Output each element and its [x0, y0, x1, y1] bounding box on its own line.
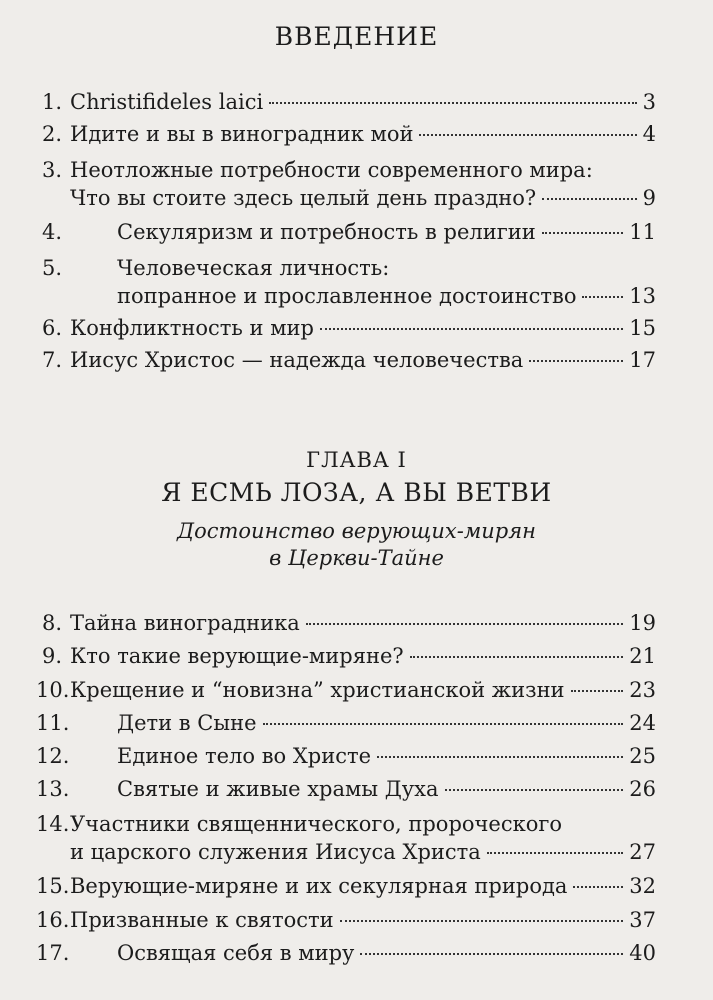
entry-number: 5. — [41, 256, 62, 280]
entry-number: 9. — [41, 644, 62, 668]
dot-leader — [582, 296, 623, 298]
entry-page-number: 13 — [629, 284, 656, 308]
dot-leader — [571, 690, 624, 692]
entry-page-number: 27 — [629, 840, 656, 864]
entry-title: Освящая себя в миру — [117, 941, 355, 965]
entry-number: 6. — [41, 316, 62, 340]
entry-line — [70, 676, 656, 704]
entry-line — [70, 906, 656, 934]
dot-leader — [573, 886, 623, 888]
entry-line — [70, 642, 656, 670]
entry-number: 17. — [36, 941, 70, 965]
entry-title: Что вы стоите здесь целый день праздно? — [70, 186, 537, 210]
entry-number: 3. — [41, 158, 62, 182]
entry-number: 8. — [41, 611, 62, 635]
entry-title: Кто такие верующие-миряне? — [70, 644, 404, 668]
entry-title: Иисус Христос — надежда человечества — [70, 348, 524, 372]
entry-line — [70, 346, 656, 374]
entry-number: 14. — [36, 812, 70, 836]
entry-page-number: 32 — [629, 874, 656, 898]
entry-number: 12. — [36, 744, 70, 768]
entry-page-number: 23 — [629, 678, 656, 702]
entry-number: 2. — [41, 122, 62, 146]
dot-leader — [419, 134, 636, 136]
entry-title: Конфликтность и мир — [70, 316, 314, 340]
dot-leader — [542, 198, 636, 200]
entry-line — [70, 184, 656, 212]
entry-title: Единое тело во Христе — [117, 744, 372, 768]
chapter-subtitle-line2: в Церкви-Тайне — [269, 546, 444, 570]
entry-line — [70, 314, 656, 342]
entry-line — [117, 939, 656, 967]
entry-title-line1: Человеческая личность: — [117, 256, 390, 280]
entry-title: Дети в Сыне — [117, 711, 257, 735]
chapter-subtitle-line1: Достоинство верующих-мирян — [177, 519, 536, 543]
dot-leader — [529, 360, 623, 362]
entry-title: Крещение и “новизна” христианской жизни — [70, 678, 565, 702]
dot-leader — [542, 232, 624, 234]
entry-number: 4. — [41, 220, 62, 244]
entry-page-number: 24 — [629, 711, 656, 735]
entry-page-number: 15 — [629, 316, 656, 340]
section-title: ВВЕДЕНИЕ — [274, 22, 439, 51]
entry-title-line1: Неотложные потребности современного мира: — [70, 158, 593, 182]
entry-page-number: 40 — [629, 941, 656, 965]
entry-page-number: 26 — [629, 777, 656, 801]
entry-title: попранное и прославленное достоинство — [117, 284, 577, 308]
entry-line — [70, 120, 656, 148]
entry-title: Святые и живые храмы Духа — [117, 777, 439, 801]
entry-title: Секуляризм и потребность в религии — [117, 220, 536, 244]
entry-title: Верующие-миряне и их секулярная природа — [70, 874, 568, 898]
chapter-subtitle — [0, 518, 713, 572]
entry-title: Идите и вы в виноградник мой — [70, 122, 414, 146]
entry-page-number: 25 — [629, 744, 656, 768]
entry-number: 16. — [36, 908, 70, 932]
dot-leader — [306, 623, 624, 625]
dot-leader — [320, 328, 623, 330]
entry-number: 1. — [41, 90, 62, 114]
entry-line — [117, 775, 656, 803]
entry-number: 11. — [36, 711, 70, 735]
entry-line — [70, 609, 656, 637]
entry-line — [70, 838, 656, 866]
entry-line — [117, 282, 656, 310]
entry-title: Christifideles laici — [70, 90, 264, 114]
entry-title: Тайна виноградника — [70, 611, 300, 635]
entry-page-number: 4 — [642, 122, 656, 146]
entry-line — [70, 88, 656, 116]
entry-title: Призванные к святости — [70, 908, 334, 932]
dot-leader — [340, 920, 624, 922]
entry-line — [70, 872, 656, 900]
entry-number: 15. — [36, 874, 70, 898]
dot-leader — [445, 789, 624, 791]
dot-leader — [377, 756, 623, 758]
entry-page-number: 21 — [629, 644, 656, 668]
entry-line — [117, 709, 656, 737]
dot-leader — [487, 852, 623, 854]
chapter-title: Я ЕСМЬ ЛОЗА, А ВЫ ВЕТВИ — [161, 478, 552, 507]
entry-page-number: 3 — [642, 90, 656, 114]
chapter-label: ГЛАВА I — [306, 448, 407, 472]
entry-number: 13. — [36, 777, 70, 801]
dot-leader — [360, 953, 623, 955]
entry-page-number: 37 — [629, 908, 656, 932]
entry-number: 7. — [41, 348, 62, 372]
entry-line — [117, 742, 656, 770]
entry-title: и царского служения Иисуса Христа — [70, 840, 481, 864]
entry-number: 10. — [36, 678, 70, 702]
dot-leader — [410, 656, 624, 658]
entry-line — [117, 218, 656, 246]
dot-leader — [269, 102, 636, 104]
entry-page-number: 9 — [642, 186, 656, 210]
entry-page-number: 11 — [629, 220, 656, 244]
entry-page-number: 19 — [629, 611, 656, 635]
dot-leader — [263, 723, 624, 725]
entry-page-number: 17 — [629, 348, 656, 372]
entry-title-line1: Участники священнического, пророческого — [70, 812, 563, 836]
